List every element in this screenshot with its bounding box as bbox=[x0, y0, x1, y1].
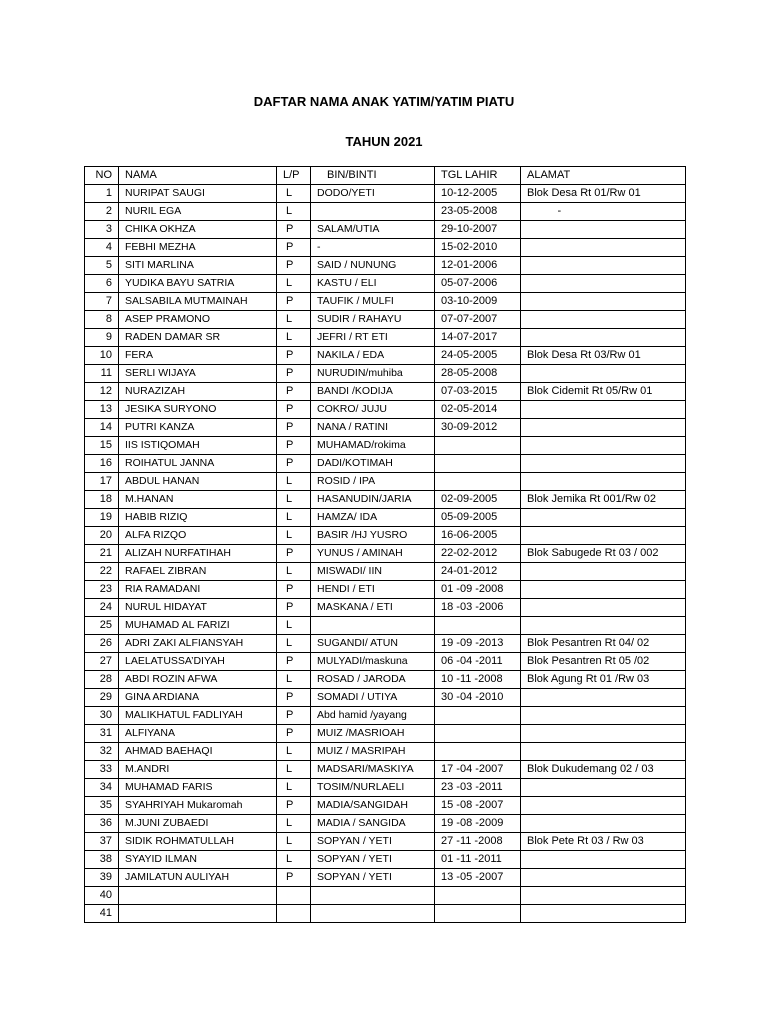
cell-bin-binti: HENDI / ETI bbox=[311, 581, 435, 599]
cell-bin-binti: MADIA / SANGIDA bbox=[311, 815, 435, 833]
table-row bbox=[85, 473, 686, 491]
header-no: NO bbox=[85, 167, 119, 185]
cell-no: 36 bbox=[85, 815, 119, 833]
cell-bin-binti: DADI/KOTIMAH bbox=[311, 455, 435, 473]
table-row bbox=[85, 761, 686, 779]
cell-tgl-lahir: 05-09-2005 bbox=[435, 509, 521, 527]
cell-lp: P bbox=[277, 239, 311, 257]
cell-lp: P bbox=[277, 455, 311, 473]
cell-nama: NURAZIZAH bbox=[119, 383, 277, 401]
cell-alamat bbox=[521, 257, 686, 275]
cell-bin-binti: BANDI /KODIJA bbox=[311, 383, 435, 401]
cell-bin-binti: SUGANDI/ ATUN bbox=[311, 635, 435, 653]
cell-lp: L bbox=[277, 761, 311, 779]
cell-bin-binti: MADIA/SANGIDAH bbox=[311, 797, 435, 815]
cell-bin-binti bbox=[311, 617, 435, 635]
cell-bin-binti: ROSID / IPA bbox=[311, 473, 435, 491]
cell-no: 25 bbox=[85, 617, 119, 635]
cell-tgl-lahir: 02-09-2005 bbox=[435, 491, 521, 509]
cell-alamat bbox=[521, 617, 686, 635]
cell-nama: SALSABILA MUTMAINAH bbox=[119, 293, 277, 311]
cell-lp: L bbox=[277, 311, 311, 329]
cell-alamat bbox=[521, 689, 686, 707]
cell-lp: L bbox=[277, 509, 311, 527]
cell-alamat bbox=[521, 797, 686, 815]
cell-lp: L bbox=[277, 275, 311, 293]
cell-bin-binti: HASANUDIN/JARIA bbox=[311, 491, 435, 509]
cell-nama: PUTRI KANZA bbox=[119, 419, 277, 437]
cell-no: 41 bbox=[85, 905, 119, 923]
cell-alamat bbox=[521, 851, 686, 869]
table-row bbox=[85, 221, 686, 239]
cell-no: 39 bbox=[85, 869, 119, 887]
cell-alamat bbox=[521, 725, 686, 743]
cell-no: 5 bbox=[85, 257, 119, 275]
cell-no: 10 bbox=[85, 347, 119, 365]
cell-lp: P bbox=[277, 293, 311, 311]
cell-nama: RIA RAMADANI bbox=[119, 581, 277, 599]
table-row bbox=[85, 851, 686, 869]
cell-nama: ADRI ZAKI ALFIANSYAH bbox=[119, 635, 277, 653]
table-row bbox=[85, 419, 686, 437]
cell-lp: L bbox=[277, 185, 311, 203]
table-row bbox=[85, 833, 686, 851]
table-row bbox=[85, 707, 686, 725]
cell-bin-binti: ROSAD / JARODA bbox=[311, 671, 435, 689]
cell-alamat: Blok Cidemit Rt 05/Rw 01 bbox=[521, 383, 686, 401]
cell-lp: P bbox=[277, 347, 311, 365]
cell-nama: CHIKA OKHZA bbox=[119, 221, 277, 239]
table-row bbox=[85, 653, 686, 671]
table-row bbox=[85, 437, 686, 455]
cell-tgl-lahir: 07-07-2007 bbox=[435, 311, 521, 329]
cell-alamat bbox=[521, 275, 686, 293]
document-subtitle: TAHUN 2021 bbox=[345, 134, 423, 149]
table-row bbox=[85, 455, 686, 473]
cell-lp: P bbox=[277, 599, 311, 617]
cell-bin-binti: NURUDIN/muhiba bbox=[311, 365, 435, 383]
cell-alamat bbox=[521, 527, 686, 545]
cell-bin-binti: TAUFIK / MULFI bbox=[311, 293, 435, 311]
cell-alamat bbox=[521, 293, 686, 311]
cell-lp: P bbox=[277, 653, 311, 671]
cell-tgl-lahir: 18 -03 -2006 bbox=[435, 599, 521, 617]
cell-nama: SERLI WIJAYA bbox=[119, 365, 277, 383]
cell-nama: M.ANDRI bbox=[119, 761, 277, 779]
cell-bin-binti: JEFRI / RT ETI bbox=[311, 329, 435, 347]
cell-alamat bbox=[521, 563, 686, 581]
cell-nama: SITI MARLINA bbox=[119, 257, 277, 275]
cell-no: 12 bbox=[85, 383, 119, 401]
cell-tgl-lahir: 02-05-2014 bbox=[435, 401, 521, 419]
cell-nama: YUDIKA BAYU SATRIA bbox=[119, 275, 277, 293]
cell-bin-binti: SOPYAN / YETI bbox=[311, 833, 435, 851]
cell-lp: L bbox=[277, 671, 311, 689]
table-row bbox=[85, 293, 686, 311]
cell-no: 33 bbox=[85, 761, 119, 779]
cell-nama bbox=[119, 905, 277, 923]
cell-bin-binti: SALAM/UTIA bbox=[311, 221, 435, 239]
cell-alamat bbox=[521, 401, 686, 419]
cell-alamat: Blok Pesantren Rt 05 /02 bbox=[521, 653, 686, 671]
cell-no: 2 bbox=[85, 203, 119, 221]
cell-bin-binti: MUIZ /MASRIOAH bbox=[311, 725, 435, 743]
cell-alamat bbox=[521, 743, 686, 761]
cell-no: 4 bbox=[85, 239, 119, 257]
cell-lp: P bbox=[277, 869, 311, 887]
cell-no: 24 bbox=[85, 599, 119, 617]
cell-lp: L bbox=[277, 203, 311, 221]
cell-alamat bbox=[521, 329, 686, 347]
cell-alamat bbox=[521, 365, 686, 383]
cell-tgl-lahir: 13 -05 -2007 bbox=[435, 869, 521, 887]
table-row bbox=[85, 635, 686, 653]
cell-nama: GINA ARDIANA bbox=[119, 689, 277, 707]
cell-no: 38 bbox=[85, 851, 119, 869]
cell-no: 13 bbox=[85, 401, 119, 419]
cell-lp: L bbox=[277, 491, 311, 509]
cell-bin-binti bbox=[311, 887, 435, 905]
cell-tgl-lahir: 19 -09 -2013 bbox=[435, 635, 521, 653]
cell-no: 9 bbox=[85, 329, 119, 347]
cell-nama: JAMILATUN AULIYAH bbox=[119, 869, 277, 887]
cell-tgl-lahir: 23 -03 -2011 bbox=[435, 779, 521, 797]
table-row bbox=[85, 869, 686, 887]
cell-nama: SIDIK ROHMATULLAH bbox=[119, 833, 277, 851]
cell-bin-binti: NANA / RATINI bbox=[311, 419, 435, 437]
cell-lp: L bbox=[277, 635, 311, 653]
table-row bbox=[85, 581, 686, 599]
cell-lp: P bbox=[277, 257, 311, 275]
cell-nama: ALIZAH NURFATIHAH bbox=[119, 545, 277, 563]
cell-no: 23 bbox=[85, 581, 119, 599]
cell-no: 11 bbox=[85, 365, 119, 383]
cell-no: 34 bbox=[85, 779, 119, 797]
cell-nama: NURUL HIDAYAT bbox=[119, 599, 277, 617]
cell-alamat bbox=[521, 473, 686, 491]
cell-alamat: Blok Dukudemang 02 / 03 bbox=[521, 761, 686, 779]
cell-alamat: Blok Sabugede Rt 03 / 002 bbox=[521, 545, 686, 563]
cell-alamat: Blok Pete Rt 03 / Rw 03 bbox=[521, 833, 686, 851]
cell-nama: RAFAEL ZIBRAN bbox=[119, 563, 277, 581]
cell-alamat bbox=[521, 581, 686, 599]
cell-bin-binti: COKRO/ JUJU bbox=[311, 401, 435, 419]
cell-nama: IIS ISTIQOMAH bbox=[119, 437, 277, 455]
cell-tgl-lahir bbox=[435, 725, 521, 743]
cell-tgl-lahir: 07-03-2015 bbox=[435, 383, 521, 401]
cell-alamat bbox=[521, 599, 686, 617]
header-lp: L/P bbox=[277, 167, 311, 185]
cell-lp: L bbox=[277, 851, 311, 869]
cell-nama: SYAYID ILMAN bbox=[119, 851, 277, 869]
cell-no: 16 bbox=[85, 455, 119, 473]
cell-alamat bbox=[521, 455, 686, 473]
cell-no: 35 bbox=[85, 797, 119, 815]
cell-bin-binti: SOMADI / UTIYA bbox=[311, 689, 435, 707]
table-row bbox=[85, 365, 686, 383]
cell-lp: P bbox=[277, 581, 311, 599]
cell-nama: M.HANAN bbox=[119, 491, 277, 509]
cell-tgl-lahir: 29-10-2007 bbox=[435, 221, 521, 239]
cell-bin-binti: BASIR /HJ YUSRO bbox=[311, 527, 435, 545]
cell-no: 29 bbox=[85, 689, 119, 707]
table-row bbox=[85, 689, 686, 707]
table-row bbox=[85, 329, 686, 347]
cell-tgl-lahir bbox=[435, 707, 521, 725]
cell-no: 18 bbox=[85, 491, 119, 509]
cell-tgl-lahir: 03-10-2009 bbox=[435, 293, 521, 311]
cell-no: 40 bbox=[85, 887, 119, 905]
cell-nama: NURIPAT SAUGI bbox=[119, 185, 277, 203]
cell-nama bbox=[119, 887, 277, 905]
cell-alamat bbox=[521, 509, 686, 527]
cell-no: 17 bbox=[85, 473, 119, 491]
cell-nama: FERA bbox=[119, 347, 277, 365]
table-row bbox=[85, 203, 686, 221]
cell-no: 30 bbox=[85, 707, 119, 725]
cell-no: 31 bbox=[85, 725, 119, 743]
table-header-row bbox=[85, 167, 686, 185]
cell-alamat bbox=[521, 887, 686, 905]
cell-tgl-lahir: 01 -09 -2008 bbox=[435, 581, 521, 599]
cell-tgl-lahir: 05-07-2006 bbox=[435, 275, 521, 293]
table-row bbox=[85, 905, 686, 923]
orphan-list-table bbox=[84, 166, 686, 923]
cell-tgl-lahir: 19 -08 -2009 bbox=[435, 815, 521, 833]
header-alamat: ALAMAT bbox=[521, 167, 686, 185]
cell-bin-binti: MASKANA / ETI bbox=[311, 599, 435, 617]
cell-no: 7 bbox=[85, 293, 119, 311]
cell-nama: ABDI ROZIN AFWA bbox=[119, 671, 277, 689]
cell-tgl-lahir: 10 -11 -2008 bbox=[435, 671, 521, 689]
cell-alamat: Blok Pesantren Rt 04/ 02 bbox=[521, 635, 686, 653]
cell-bin-binti: HAMZA/ IDA bbox=[311, 509, 435, 527]
cell-lp: L bbox=[277, 743, 311, 761]
cell-alamat bbox=[521, 815, 686, 833]
cell-lp: P bbox=[277, 383, 311, 401]
cell-bin-binti: MUHAMAD/rokima bbox=[311, 437, 435, 455]
cell-bin-binti bbox=[311, 905, 435, 923]
cell-lp: P bbox=[277, 707, 311, 725]
cell-tgl-lahir: 15 -08 -2007 bbox=[435, 797, 521, 815]
cell-no: 1 bbox=[85, 185, 119, 203]
cell-tgl-lahir bbox=[435, 437, 521, 455]
cell-bin-binti: SOPYAN / YETI bbox=[311, 869, 435, 887]
table-row bbox=[85, 887, 686, 905]
cell-alamat: Blok Desa Rt 03/Rw 01 bbox=[521, 347, 686, 365]
cell-lp: L bbox=[277, 527, 311, 545]
cell-bin-binti: SAID / NUNUNG bbox=[311, 257, 435, 275]
cell-alamat bbox=[521, 221, 686, 239]
cell-lp: P bbox=[277, 365, 311, 383]
cell-alamat bbox=[521, 419, 686, 437]
cell-lp: P bbox=[277, 419, 311, 437]
cell-tgl-lahir: 24-01-2012 bbox=[435, 563, 521, 581]
cell-lp: L bbox=[277, 779, 311, 797]
cell-nama: RADEN DAMAR SR bbox=[119, 329, 277, 347]
cell-no: 27 bbox=[85, 653, 119, 671]
table-row bbox=[85, 743, 686, 761]
cell-alamat: Blok Jemika Rt 001/Rw 02 bbox=[521, 491, 686, 509]
cell-bin-binti: - bbox=[311, 239, 435, 257]
cell-nama: ASEP PRAMONO bbox=[119, 311, 277, 329]
table-row bbox=[85, 401, 686, 419]
cell-tgl-lahir: 12-01-2006 bbox=[435, 257, 521, 275]
cell-no: 32 bbox=[85, 743, 119, 761]
cell-lp: P bbox=[277, 545, 311, 563]
table-row bbox=[85, 347, 686, 365]
table-row bbox=[85, 527, 686, 545]
cell-bin-binti: MULYADI/maskuna bbox=[311, 653, 435, 671]
cell-no: 15 bbox=[85, 437, 119, 455]
cell-tgl-lahir bbox=[435, 617, 521, 635]
cell-no: 14 bbox=[85, 419, 119, 437]
cell-lp: P bbox=[277, 437, 311, 455]
cell-bin-binti: Abd hamid /yayang bbox=[311, 707, 435, 725]
cell-bin-binti: DODO/YETI bbox=[311, 185, 435, 203]
cell-bin-binti: KASTU / ELI bbox=[311, 275, 435, 293]
cell-tgl-lahir bbox=[435, 473, 521, 491]
cell-no: 3 bbox=[85, 221, 119, 239]
cell-nama: MALIKHATUL FADLIYAH bbox=[119, 707, 277, 725]
cell-nama: HABIB RIZIQ bbox=[119, 509, 277, 527]
table-row bbox=[85, 671, 686, 689]
table-row bbox=[85, 779, 686, 797]
cell-bin-binti: SUDIR / RAHAYU bbox=[311, 311, 435, 329]
cell-alamat bbox=[521, 311, 686, 329]
cell-nama: MUHAMAD AL FARIZI bbox=[119, 617, 277, 635]
table-row bbox=[85, 797, 686, 815]
cell-nama: ROIHATUL JANNA bbox=[119, 455, 277, 473]
table-row bbox=[85, 275, 686, 293]
cell-tgl-lahir: 28-05-2008 bbox=[435, 365, 521, 383]
cell-nama: AHMAD BAEHAQI bbox=[119, 743, 277, 761]
cell-tgl-lahir: 23-05-2008 bbox=[435, 203, 521, 221]
table-row bbox=[85, 509, 686, 527]
table-row bbox=[85, 257, 686, 275]
cell-tgl-lahir bbox=[435, 905, 521, 923]
cell-nama: ALFA RIZQO bbox=[119, 527, 277, 545]
cell-bin-binti: MISWADI/ IIN bbox=[311, 563, 435, 581]
cell-nama: MUHAMAD FARIS bbox=[119, 779, 277, 797]
cell-no: 8 bbox=[85, 311, 119, 329]
cell-alamat bbox=[521, 779, 686, 797]
cell-nama: LAELATUSSA’DIYAH bbox=[119, 653, 277, 671]
cell-no: 20 bbox=[85, 527, 119, 545]
cell-no: 26 bbox=[85, 635, 119, 653]
table-row bbox=[85, 185, 686, 203]
header-bin-binti: BIN/BINTI bbox=[311, 167, 435, 185]
cell-no: 6 bbox=[85, 275, 119, 293]
cell-nama: FEBHI MEZHA bbox=[119, 239, 277, 257]
cell-tgl-lahir bbox=[435, 743, 521, 761]
cell-tgl-lahir bbox=[435, 455, 521, 473]
cell-lp: P bbox=[277, 689, 311, 707]
cell-lp: P bbox=[277, 725, 311, 743]
cell-tgl-lahir: 22-02-2012 bbox=[435, 545, 521, 563]
cell-lp: L bbox=[277, 833, 311, 851]
table-row bbox=[85, 239, 686, 257]
table-row bbox=[85, 617, 686, 635]
cell-lp: L bbox=[277, 563, 311, 581]
cell-alamat: - bbox=[521, 203, 686, 221]
cell-bin-binti: YUNUS / AMINAH bbox=[311, 545, 435, 563]
cell-bin-binti: NAKILA / EDA bbox=[311, 347, 435, 365]
cell-lp: L bbox=[277, 473, 311, 491]
cell-lp: L bbox=[277, 617, 311, 635]
cell-alamat bbox=[521, 905, 686, 923]
cell-alamat: Blok Agung Rt 01 /Rw 03 bbox=[521, 671, 686, 689]
cell-bin-binti: SOPYAN / YETI bbox=[311, 851, 435, 869]
cell-nama: ALFIYANA bbox=[119, 725, 277, 743]
cell-tgl-lahir: 27 -11 -2008 bbox=[435, 833, 521, 851]
header-tgl-lahir: TGL LAHIR bbox=[435, 167, 521, 185]
cell-alamat bbox=[521, 239, 686, 257]
cell-bin-binti: TOSIM/NURLAELI bbox=[311, 779, 435, 797]
cell-alamat bbox=[521, 437, 686, 455]
cell-alamat: Blok Desa Rt 01/Rw 01 bbox=[521, 185, 686, 203]
cell-alamat bbox=[521, 707, 686, 725]
cell-tgl-lahir bbox=[435, 887, 521, 905]
cell-no: 21 bbox=[85, 545, 119, 563]
cell-no: 37 bbox=[85, 833, 119, 851]
cell-tgl-lahir: 24-05-2005 bbox=[435, 347, 521, 365]
cell-alamat bbox=[521, 869, 686, 887]
cell-nama: M.JUNI ZUBAEDI bbox=[119, 815, 277, 833]
table-row bbox=[85, 599, 686, 617]
cell-tgl-lahir: 30-09-2012 bbox=[435, 419, 521, 437]
cell-tgl-lahir: 15-02-2010 bbox=[435, 239, 521, 257]
cell-lp: L bbox=[277, 815, 311, 833]
cell-lp: P bbox=[277, 401, 311, 419]
cell-lp: P bbox=[277, 221, 311, 239]
table-row bbox=[85, 563, 686, 581]
cell-lp bbox=[277, 887, 311, 905]
cell-bin-binti: MADSARI/MASKIYA bbox=[311, 761, 435, 779]
cell-no: 22 bbox=[85, 563, 119, 581]
document-title: DAFTAR NAMA ANAK YATIM/YATIM PIATU bbox=[253, 94, 515, 109]
cell-nama: ABDUL HANAN bbox=[119, 473, 277, 491]
cell-tgl-lahir: 16-06-2005 bbox=[435, 527, 521, 545]
table-row bbox=[85, 383, 686, 401]
table-row bbox=[85, 725, 686, 743]
cell-lp: P bbox=[277, 797, 311, 815]
cell-nama: SYAHRIYAH Mukaromah bbox=[119, 797, 277, 815]
cell-no: 28 bbox=[85, 671, 119, 689]
cell-nama: NURIL EGA bbox=[119, 203, 277, 221]
header-nama: NAMA bbox=[119, 167, 277, 185]
cell-tgl-lahir: 17 -04 -2007 bbox=[435, 761, 521, 779]
cell-tgl-lahir: 14-07-2017 bbox=[435, 329, 521, 347]
cell-bin-binti: MUIZ / MASRIPAH bbox=[311, 743, 435, 761]
cell-lp bbox=[277, 905, 311, 923]
table-row bbox=[85, 545, 686, 563]
cell-tgl-lahir: 06 -04 -2011 bbox=[435, 653, 521, 671]
table-row bbox=[85, 491, 686, 509]
cell-tgl-lahir: 30 -04 -2010 bbox=[435, 689, 521, 707]
cell-lp: L bbox=[277, 329, 311, 347]
cell-tgl-lahir: 10-12-2005 bbox=[435, 185, 521, 203]
table-row bbox=[85, 815, 686, 833]
table-row bbox=[85, 311, 686, 329]
cell-no: 19 bbox=[85, 509, 119, 527]
cell-bin-binti bbox=[311, 203, 435, 221]
cell-nama: JESIKA SURYONO bbox=[119, 401, 277, 419]
cell-tgl-lahir: 01 -11 -2011 bbox=[435, 851, 521, 869]
